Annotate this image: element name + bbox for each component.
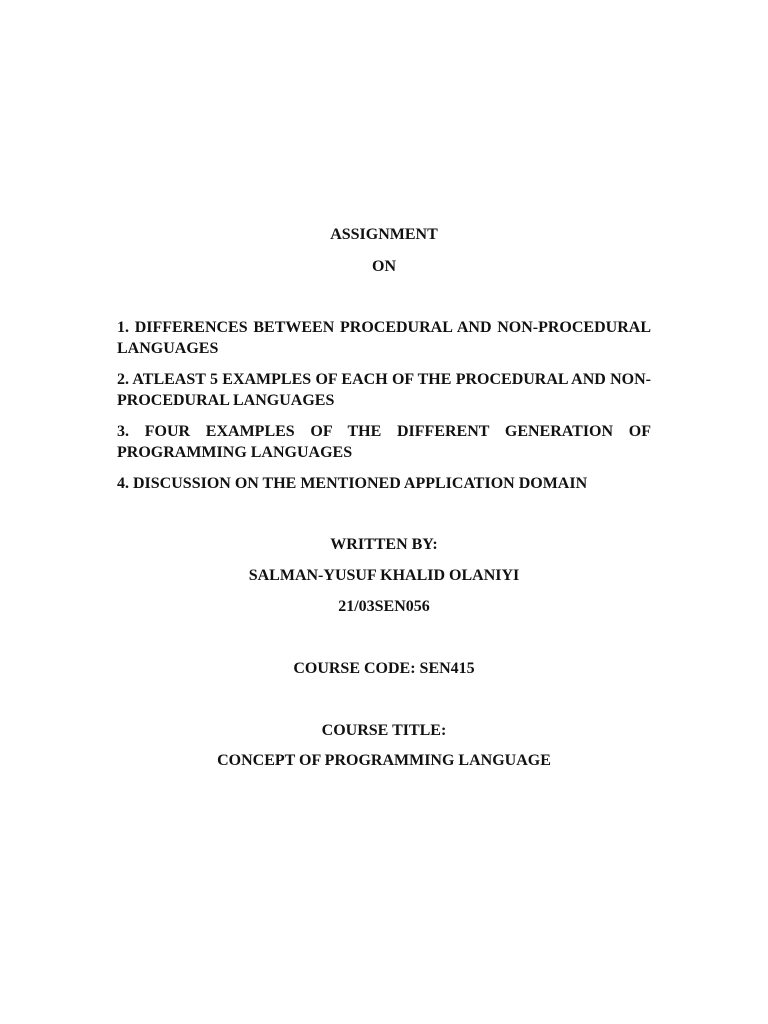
topic-item-2: 2. ATLEAST 5 EXAMPLES OF EACH OF THE PROCEDURAL AND NON-PROCEDURAL LANGUAGES	[117, 371, 651, 409]
course-code: COURSE CODE: SEN415	[293, 660, 475, 677]
assignment-heading: ASSIGNMENT	[330, 226, 438, 243]
course-title: CONCEPT OF PROGRAMMING LANGUAGE	[217, 752, 551, 769]
written-by-label: WRITTEN BY:	[330, 536, 438, 553]
topic-item-4: 4. DISCUSSION ON THE MENTIONED APPLICATION DOMAIN	[117, 475, 588, 492]
matric-number: 21/03SEN056	[338, 598, 430, 615]
author-name: SALMAN-YUSUF KHALID OLANIYI	[248, 567, 520, 584]
topic-item-3: 3. FOUR EXAMPLES OF THE DIFFERENT GENERATION OF PROGRAMMING LANGUAGES	[117, 423, 651, 461]
on-heading: ON	[372, 258, 396, 275]
topic-item-1: 1. DIFFERENCES BETWEEN PROCEDURAL AND NON-PROCEDURAL LANGUAGES	[117, 319, 651, 357]
course-title-label: COURSE TITLE:	[321, 722, 447, 739]
